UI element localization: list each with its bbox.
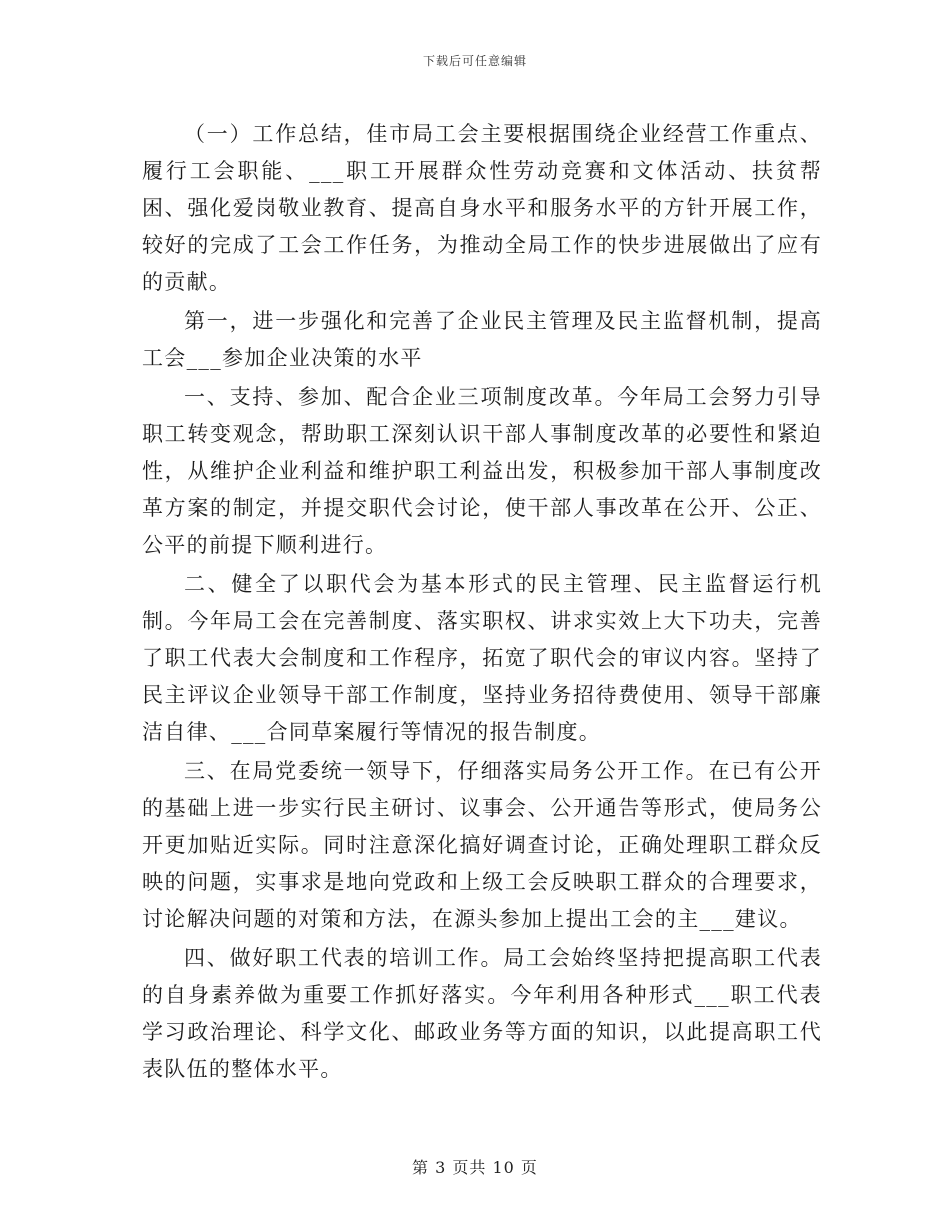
paragraph-item-4: 四、做好职工代表的培训工作。局工会始终坚持把提高职工代表的自身素养做为重要工作抓好落实。今年利用各种形式___职工代表学习政治理论、科学文化、邮政业务等方面的知识，以此提高职工代表队伍的整体水平。	[142, 946, 822, 1081]
header-note: 下载后可任意编辑	[422, 54, 527, 68]
paragraph-item-2: 二、健全了以职代会为基本形式的民主管理、民主监督运行机制。今年局工会在完善制度、落实职权、讲求实效上大下功夫，完善了职工代表大会制度和工作程序，拓宽了职代会的审议内容。坚持了民主评议企业领导干部工作制度，坚持业务招待费使用、领导干部廉洁自律、___合同草案履行等情况的报告制度。	[142, 572, 822, 744]
document-body	[142, 116, 822, 1088]
paragraph-item-3: 三、在局党委统一领导下，仔细落实局务公开工作。在已有公开的基础上进一步实行民主研讨、议事会、公开通告等形式，使局务公开更加贴近实际。同时注意深化搞好调查讨论，正确处理职工群众反映的问题，实事求是地向党政和上级工会反映职工群众的合理要求，讨论解决问题的对策和方法，在源头参加上提出工会的主___建议。	[142, 759, 822, 931]
paragraph-item-1: 一、支持、参加、配合企业三项制度改革。今年局工会努力引导职工转变观念，帮助职工深刻认识干部人事制度改革的必要性和紧迫性，从维护企业利益和维护职工利益出发，积极参加干部人事制度改革方案的制定，并提交职代会讨论，使干部人事改革在公开、公正、公平的前提下顺利进行。	[142, 385, 822, 557]
paragraph-summary: （一）工作总结，佳市局工会主要根据围绕企业经营工作重点、履行工会职能、___职工开展群众性劳动竞赛和文体活动、扶贫帮困、强化爱岗敬业教育、提高自身水平和服务水平的方针开展工作，较好的完成了工会工作任务，为推动全局工作的快步进展做出了应有的贡献。	[142, 122, 822, 294]
page-number: 第 3 页共 10 页	[412, 1158, 538, 1177]
paragraph-first: 第一，进一步强化和完善了企业民主管理及民主监督机制，提高工会___参加企业决策的水平	[142, 309, 822, 370]
